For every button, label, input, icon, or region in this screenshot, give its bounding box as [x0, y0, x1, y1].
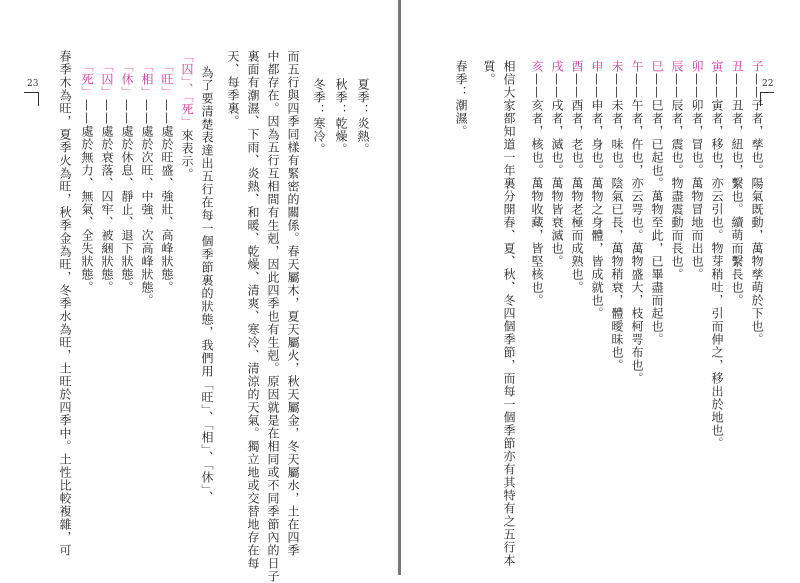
column-text: ——處於衰落、囚牢、被綑狀態。: [100, 99, 114, 294]
highlighted-term: 「相」: [140, 60, 154, 99]
highlighted-term: 「囚」、「死」: [180, 50, 194, 129]
column-text: ——丑者，紐也，繫也。續萌而繫長也。: [730, 73, 744, 307]
highlighted-term: 未: [610, 60, 624, 73]
column-text: ——申者，身也。萬物之身體，皆成就也。: [590, 73, 604, 320]
text-column: [570, 60, 584, 294]
highlighted-term: 巳: [650, 60, 664, 73]
column-text: ——處於休息、靜止、退下狀態。: [120, 99, 134, 294]
text-column: 春季：潮濕。: [454, 60, 468, 138]
text-column: 相信大家都知道一年裏分開春、夏、秋、冬四個季節，而每一個季節亦有其特有之五行本: [502, 60, 516, 567]
column-text: ——酉者，老也。萬物老極而成熟也。: [570, 73, 584, 294]
text-column: [690, 60, 704, 281]
text-column: 秋季：乾燥。: [334, 78, 348, 156]
left-page: [0, 0, 398, 583]
highlighted-term: 卯: [690, 60, 704, 73]
highlighted-term: 「休」: [120, 60, 134, 99]
text-column: 天、每季裏。: [226, 50, 240, 128]
text-column: [670, 60, 684, 281]
right-page: [402, 0, 800, 575]
highlighted-term: 「旺」: [160, 60, 174, 99]
column-text: ——辰者，震也。物盡震動而長也。: [670, 73, 684, 281]
column-text: ——亥者，核也。萬物收藏，皆堅核也。: [530, 73, 544, 307]
highlighted-term: 戌: [550, 60, 564, 73]
text-column: [140, 60, 154, 307]
highlighted-term: 「死」: [80, 60, 94, 99]
column-text: ——處於無力、無氣、全失狀態。: [80, 99, 94, 294]
highlighted-term: 申: [590, 60, 604, 73]
highlighted-term: 午: [630, 60, 644, 73]
page-corner-mark: [24, 92, 38, 93]
text-column: [610, 60, 624, 372]
text-column: [160, 60, 174, 294]
column-text: ——處於次旺、中強、次高峰狀態。: [140, 99, 154, 307]
text-column: 中都存在。因為五行互相間有生剋，因此四季也有生剋。原因就是在相同或不同季節內的日子: [266, 50, 280, 583]
text-column: [530, 60, 544, 307]
highlighted-term: 子: [750, 60, 764, 73]
column-text: ——戌者，滅也。萬物皆衰滅也。: [550, 73, 564, 268]
text-column: 裏面有潮濕、下雨、炎熱、和暖、乾燥、清爽、寒冷、清涼的天氣。獨立地或交替地存在每: [246, 50, 260, 570]
highlighted-term: 酉: [570, 60, 584, 73]
text-column: 春季木為旺，夏季火為旺，秋季金為旺，冬季水為旺，土旺於四季中。土性比較複雜，可: [58, 50, 72, 557]
text-column: [750, 60, 764, 346]
text-column: 而五行與四季同樣有緊密的關係。春天屬木，夏天屬火，秋天屬金，冬天屬水，土在四季: [286, 50, 300, 557]
column-text: 來表示。: [180, 129, 194, 181]
highlighted-term: 辰: [670, 60, 684, 73]
text-column: [180, 50, 194, 181]
page-corner-mark: [38, 92, 39, 106]
column-text: ——子者，孳也。陽氣既動，萬物孳萌於下也。: [750, 73, 764, 346]
page-number: 23: [27, 79, 39, 89]
text-column: [650, 60, 664, 346]
text-column: [100, 60, 114, 294]
text-column: 為了要清楚表達出五行在每一個季節裏的狀態，我們用「旺」、「相」、「休」、: [200, 66, 214, 504]
text-column: [80, 60, 94, 294]
highlighted-term: 「囚」: [100, 60, 114, 99]
highlighted-term: 丑: [730, 60, 744, 73]
text-column: [120, 60, 134, 294]
highlighted-term: 寅: [710, 60, 724, 73]
text-column: 冬季：寒冷。: [312, 78, 326, 156]
text-column: [590, 60, 604, 320]
column-text: ——卯者，冒也。萬物冒地而出也。: [690, 73, 704, 281]
text-column: [630, 60, 644, 385]
text-column: [550, 60, 564, 268]
text-column: [730, 60, 744, 307]
book-gutter: [398, 0, 401, 575]
text-column: 質。: [482, 60, 496, 86]
column-text: ——午者，仵也，亦云咢也。萬物盛大，枝柯咢布也。: [630, 73, 644, 385]
highlighted-term: 亥: [530, 60, 544, 73]
text-column: 夏季：炎熱。: [356, 78, 370, 156]
column-text: ——巳者，已起也。萬物至此，已畢盡而起也。: [650, 73, 664, 346]
column-text: ——未者，味也。陰氣已長，萬物稍衰，體曖昧也。: [610, 73, 624, 372]
text-column: [710, 60, 724, 450]
page-number: 22: [762, 79, 774, 89]
column-text: ——寅者，移也，亦云引也。物芽稍吐，引而伸之，移出於地也。: [710, 73, 724, 450]
column-text: ——處於旺盛、強壯、高峰狀態。: [160, 99, 174, 294]
